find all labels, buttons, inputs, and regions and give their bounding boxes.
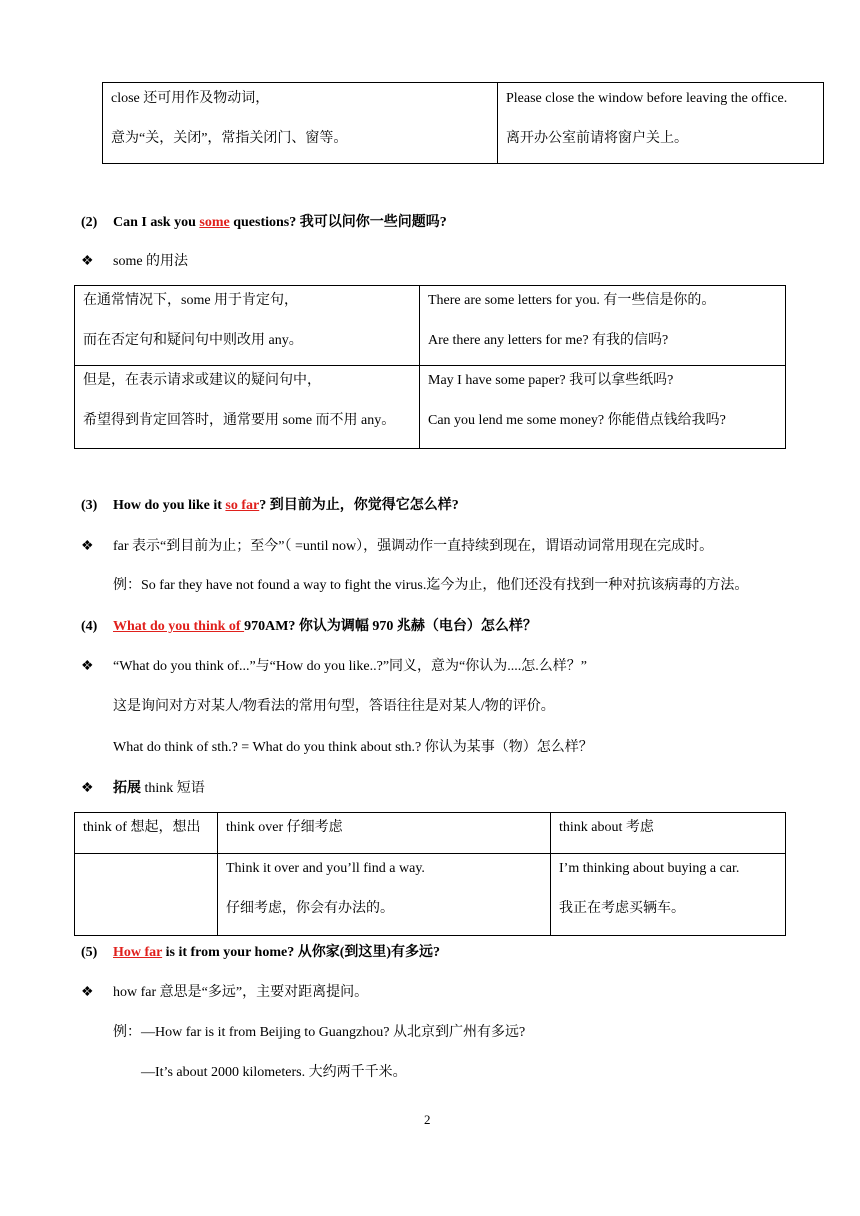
expand-label: 拓展 <box>113 781 141 796</box>
close-example-cell <box>498 83 824 164</box>
explanation-line: 这是询问对方对某人/物看法的常用句型，答语往往是对某人/物的评价。 <box>113 699 555 714</box>
table-row <box>75 286 786 366</box>
table-row <box>75 813 786 854</box>
section-number: (4) <box>81 619 98 634</box>
bullet-icon: ❖ <box>81 254 94 269</box>
example-line: Are there any letters for me? 有我的信吗? <box>428 333 669 348</box>
example-line: 例：So far they have not found a way to fight the virus.迄今为止，他们还没有找到一种对抗该病毒的方法。 <box>113 578 749 593</box>
section-2-bullet <box>81 250 188 270</box>
close-example-line: 离开办公室前请将窗户关上。 <box>506 131 688 146</box>
section-number: (5) <box>81 945 98 960</box>
empty-cell <box>75 854 218 936</box>
heading-text: 970AM? 你认为调幅 970 兆赫（电台）怎么样？ <box>244 619 537 634</box>
highlight-phrase: How far <box>113 945 163 960</box>
usage-line: 希望得到肯定回答时，通常要用 some 而不用 any。 <box>83 413 396 428</box>
heading-text: questions? 我可以问你一些问题吗? <box>229 215 447 230</box>
bullet-text: “What do you think of...”与“How do you like..?”同义，意为“你认为....怎.么样？” <box>113 659 587 674</box>
usage-cell <box>75 366 420 449</box>
bullet-icon: ❖ <box>81 781 94 796</box>
example-line: Think it over and you’ll find a way. <box>226 861 425 876</box>
close-example-line: Please close the window before leaving the office. <box>506 91 788 106</box>
usage-line: 但是，在表示请求或建议的疑问句中， <box>83 373 321 388</box>
heading-text: ? 到目前为止，你觉得它怎么样? <box>259 498 459 513</box>
section-number: (2) <box>81 215 98 230</box>
section-4-heading <box>81 615 537 635</box>
bullet-text: some 的用法 <box>113 254 189 269</box>
phrase-cell: think of 想起，想出 <box>75 813 218 854</box>
usage-line: 而在否定句和疑问句中则改用 any。 <box>83 333 303 348</box>
phrase-cell: think about 考虑 <box>551 813 786 854</box>
expand-bullet <box>81 777 205 797</box>
example-cell <box>551 854 786 936</box>
page-number: 2 <box>424 1112 431 1127</box>
section-2-heading <box>81 211 447 231</box>
bullet-icon: ❖ <box>81 985 94 1000</box>
close-usage-line: close 还可用作及物动词， <box>111 91 270 106</box>
table-row <box>75 366 786 449</box>
explanation-line: What do think of sth.? = What do you think about sth.? 你认为某事（物）怎么样？ <box>113 740 593 755</box>
example-cell <box>218 854 551 936</box>
bullet-icon: ❖ <box>81 659 94 674</box>
close-usage-cell <box>103 83 498 164</box>
think-phrases-table <box>74 812 786 936</box>
section-3-heading <box>81 494 459 514</box>
section-5-heading <box>81 941 440 961</box>
highlight-phrase: so far <box>225 498 260 513</box>
phrase-cell: think over 仔细考虑 <box>218 813 551 854</box>
example-line: There are some letters for you. 有一些信是你的。 <box>428 293 716 308</box>
example-line: Can you lend me some money? 你能借点钱给我吗? <box>428 413 726 428</box>
heading-text: Can I ask you <box>113 215 200 230</box>
example-cell <box>420 366 786 449</box>
bullet-icon: ❖ <box>81 539 94 554</box>
usage-line: 在通常情况下，some 用于肯定句， <box>83 293 299 308</box>
close-usage-line: 意为“关，关闭”，常指关闭门、窗等。 <box>111 131 348 146</box>
heading-text: is it from your home? 从你家(到这里)有多远? <box>162 945 441 960</box>
table-row <box>75 854 786 936</box>
example-cell <box>420 286 786 366</box>
highlight-phrase: some <box>199 215 230 230</box>
bullet-text: far 表示“到目前为止；至今”（ =until now），强调动作一直持续到现在，谓语动词常用现在完成时。 <box>113 539 714 554</box>
section-number: (3) <box>81 498 98 513</box>
some-usage-table <box>74 285 786 449</box>
heading-text: How do you like it <box>113 498 226 513</box>
example-line: 例：—How far is it from Beijing to Guangzhou? 从北京到广州有多远? <box>113 1025 526 1040</box>
example-line: May I have some paper? 我可以拿些纸吗? <box>428 373 674 388</box>
usage-cell <box>75 286 420 366</box>
section-3-bullet <box>81 535 713 555</box>
highlight-phrase: What do you think of <box>113 619 245 634</box>
example-line: 我正在考虑买辆车。 <box>559 901 685 916</box>
section-4-bullet <box>81 655 587 675</box>
example-line: I’m thinking about buying a car. <box>559 861 740 876</box>
bullet-text: think 短语 <box>141 781 205 796</box>
example-line: —It’s about 2000 kilometers. 大约两千千米。 <box>141 1065 407 1080</box>
close-usage-table <box>102 82 824 164</box>
bullet-text: how far 意思是“多远”，主要对距离提问。 <box>113 985 369 1000</box>
section-5-bullet <box>81 981 368 1001</box>
example-line: 仔细考虑，你会有办法的。 <box>226 901 394 916</box>
